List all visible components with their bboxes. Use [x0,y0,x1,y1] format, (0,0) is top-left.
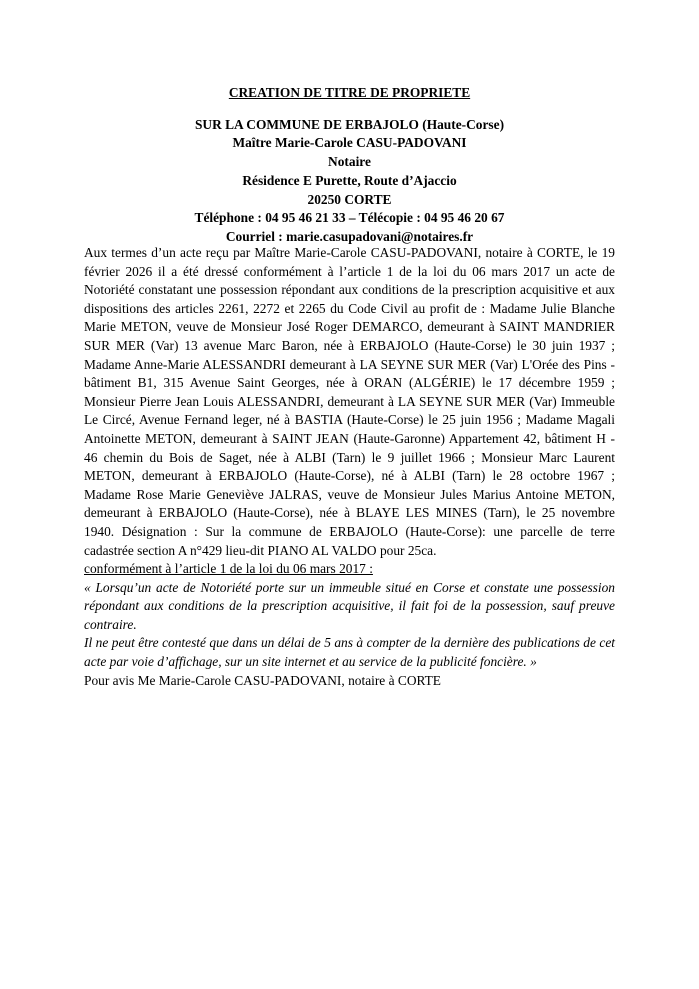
document-title: CREATION DE TITRE DE PROPRIETE [228,85,471,100]
notice-paragraph: Aux termes d’un acte reçu par Maître Marie-Carole CASU-PADOVANI, notaire à CORTE, le 19 février 2026 il a été dressé conformément à l’article 1 de la loi du 06 mars 2017 un acte de Notoriété constatant une possession répondant aux conditions de la prescription acquisitive et aux dispositions des articles 2261, 2272 et 2265 du Code Civil au profit de : Madame Julie Blanche Marie METON, veuve de Monsieur José Roger DEMARCO, demeurant à SAINT MANDRIER SUR MER (Var) 13 avenue Marc Baron, née à ERBAJOLO (Haute-Corse) le 30 juin 1937 ; Madame Anne-Marie ALESSANDRI demeurant à LA SEYNE SUR MER (Var) L'Orée des Pins - bâtiment B1, 315 Avenue Saint Georges, née à ORAN (ALGÉRIE) le 17 décembre 1959 ; Monsieur Pierre Jean Louis ALESSANDRI, demeurant à LA SEYNE SUR MER (Var) Immeuble Le Circé, Avenue Fernand leger, né à BASTIA (Haute-Corse) le 25 juin 1956 ; Madame Magali Antoinette METON, demeurant à SAINT JEAN (Haute-Garonne) Appartement 42, bâtiment H - 46 chemin du Bois de Saget, née à ALBI (Tarn) le 9 juillet 1966 ; Monsieur Marc Laurent METON, demeurant à ERBAJOLO (Haute-Corse), né à ALBI (Tarn) le 28 octobre 1967 ; Madame Rose Marie Geneviève JALRAS, veuve de Monsieur Jules Marius Antoine METON, demeurant à ERBAJOLO (Haute-Corse), née à BLAYE LES MINES (Tarn), le 25 novembre 1940. Désignation : Sur la commune de ERBAJOLO (Haute-Corse): une parcelle de terre cadastrée section A n°429 lieu-dit PIANO AL VALDO pour 25ca. [84,245,615,558]
notary-name: Maître Marie-Carole CASU-PADOVANI [232,135,467,151]
law-quote-2: Il ne peut être contesté que dans un délai de 5 ans à compter de la dernière des publications de cet acte par voie d’affichage, sur un site internet et au service de la publicité foncière. » [84,635,615,670]
office-city: 20250 CORTE [307,191,392,207]
document-body [84,244,615,690]
commune-line: SUR LA COMMUNE DE ERBAJOLO (Haute-Corse) [194,116,505,132]
office-address: Résidence E Purette, Route d’Ajaccio [242,172,457,188]
law-reference: conformément à l’article 1 de la loi du 06 mars 2017 : [84,561,373,577]
law-quote-1: « Lorsqu’un acte de Notoriété porte sur un immeuble situé en Corse et constate une possession répondant aux conditions de la prescription acquisitive, il fait foi de la possession, sauf preuve contraire. [84,579,615,632]
signoff-line: Pour avis Me Marie-Carole CASU-PADOVANI, notaire à CORTE [84,672,441,688]
office-phone-fax: Téléphone : 04 95 46 21 33 – Télécopie : 04 95 46 20 67 [194,210,505,226]
document-header [0,84,699,247]
notary-title: Notaire [328,154,371,170]
office-email: Courriel : marie.casupadovani@notaires.fr [225,228,474,244]
